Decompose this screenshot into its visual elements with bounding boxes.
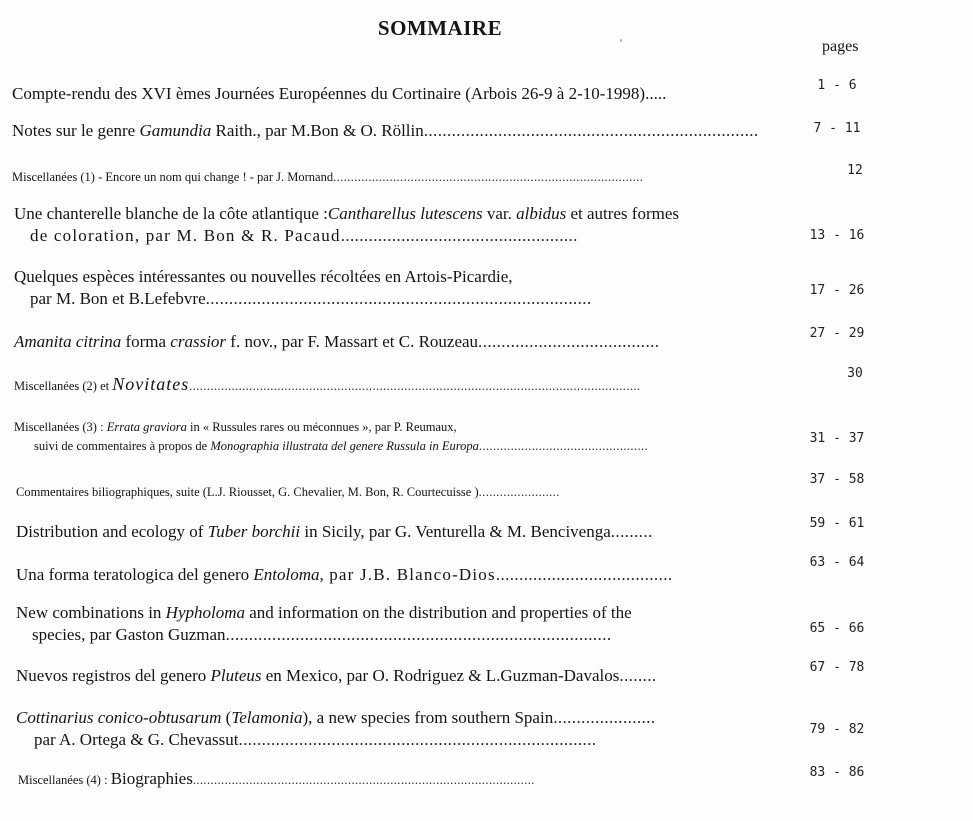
page-range: 83 - 86 [809, 765, 865, 780]
toc-entry-line [14, 376, 640, 394]
entry-taxon: Telamonia [231, 708, 303, 727]
entry-text: Biographies [110, 769, 193, 788]
entry-text: Nuevos registros del genero [16, 666, 211, 685]
entry-taxon: Hypholoma [165, 603, 245, 622]
toc-entry-line [32, 625, 612, 645]
entry-novitates: Novitates [112, 374, 190, 394]
dot-leader: ................................................................................... [205, 289, 592, 308]
page-range: 59 - 61 [809, 516, 865, 531]
toc-entry-line [16, 708, 656, 728]
toc-entry-line [14, 332, 659, 352]
entry-taxon: Cottinarius conico-obtusarum [16, 708, 222, 727]
stray-mark: ' [620, 36, 623, 50]
entry-text: Une chanterelle blanche de la côte atlantique : [14, 204, 328, 223]
entry-text: par J.B. Blanco-Dios [323, 565, 496, 584]
page-range: 13 - 16 [809, 228, 865, 243]
entry-text: Raith., par M.Bon & O. Röllin [211, 121, 424, 140]
entry-text: par A. Ortega & G. Chevassut [34, 730, 239, 749]
entry-taxon: Gamundia [139, 121, 212, 140]
entry-text: New combinations in [16, 603, 166, 622]
entry-title: Compte-rendu des XVI èmes Journées Européennes du Cortinaire (Arbois 26-9 à 2-10-1998)..... [12, 84, 667, 103]
dot-leader: ................................................................................... [225, 625, 612, 644]
page-range: 27 - 29 [809, 326, 865, 341]
entry-text: Miscellanées (3) : [14, 420, 107, 434]
entry-text: et autres formes [566, 204, 680, 223]
entry-taxon: Cantharellus lutescens [327, 204, 483, 223]
entry-text: de coloration, par M. Bon & R. Pacaud [30, 226, 341, 245]
entry-text: Miscellanées (2) et [14, 379, 113, 393]
toc-entry-line [14, 267, 513, 287]
dot-leader: ........ [619, 666, 657, 685]
page-range: 1 - 6 [817, 78, 857, 93]
page-range: 12 [847, 163, 863, 178]
toc-entry-line [12, 84, 666, 104]
page-range: 63 - 64 [809, 555, 865, 570]
toc-entry-line [14, 204, 679, 224]
page-range: 67 - 78 [809, 660, 865, 675]
toc-entry-line [12, 121, 759, 141]
entry-taxon: crassior [170, 332, 227, 351]
dot-leader: ................................................................................................. [192, 773, 535, 787]
page-range: 17 - 26 [809, 283, 865, 298]
entry-text: par M. Bon et B.Lefebvre [30, 289, 206, 308]
entry-taxon: Tuber borchii [207, 522, 301, 541]
entry-text: en Mexico, par O. Rodriguez & L.Guzman-Davalos [261, 666, 620, 685]
toc-entry-line [16, 484, 560, 500]
page-range: 31 - 37 [809, 431, 865, 446]
entry-text: in « Russules rares ou méconnues », par P. Reumaux, [186, 420, 457, 434]
toc-entry-line [30, 226, 578, 246]
entry-text: and information on the distribution and properties of the [245, 603, 632, 622]
toc-entry-line [16, 522, 653, 542]
toc-entry-line [30, 289, 592, 309]
entry-taxon: Amanita citrina [14, 332, 122, 351]
dot-leader: ................................................................................................................................ [189, 379, 641, 393]
entry-text: suivi de commentaires à propos de [34, 439, 211, 453]
dot-leader: ...................... [553, 708, 656, 727]
page-range: 65 - 66 [809, 621, 865, 636]
entry-text: Notes sur le genre [12, 121, 140, 140]
toc-entry-line [34, 438, 648, 454]
entry-text: species, par Gaston Guzman [32, 625, 226, 644]
toc-entry-line [16, 603, 632, 623]
entry-taxon: Entoloma, [253, 565, 324, 584]
entry-text: f. nov., par F. Massart et C. Rouzeau [226, 332, 479, 351]
page-range: 7 - 11 [813, 121, 861, 136]
entry-text: Miscellanées (4) : [18, 773, 111, 787]
entry-taxon: Errata graviora [106, 420, 187, 434]
entry-text: var. [482, 204, 517, 223]
entry-text: forma [121, 332, 171, 351]
entry-text: ), a new species from southern Spain [302, 708, 554, 727]
entry-taxon: Monographia illustrata del genere Russula in Europa [210, 439, 479, 453]
pages-column-header: pages [822, 38, 859, 55]
entry-taxon: albidus [516, 204, 567, 223]
entry-taxon: Pluteus [210, 666, 262, 685]
toc-entry-line [14, 419, 457, 435]
dot-leader: ....................... [478, 485, 560, 499]
dot-leader: ............................................................................. [238, 730, 597, 749]
dot-leader: ......... [610, 522, 653, 541]
entry-text: in Sicily, par G. Venturella & M. Bencivenga [300, 522, 611, 541]
toc-entry-line [12, 169, 643, 185]
entry-text: Una forma teratologica del genero [16, 565, 254, 584]
toc-entry-line [18, 771, 535, 788]
entry-text: ( [221, 708, 232, 727]
dot-leader: ........................................................................................ [333, 170, 644, 184]
entry-text: Distribution and ecology of [16, 522, 208, 541]
entry-text: Quelques espèces intéressantes ou nouvelles récoltées en Artois-Picardie, [14, 267, 513, 286]
toc-entry-line [16, 666, 657, 686]
toc-entry-line [16, 565, 673, 585]
dot-leader: ...................................... [495, 565, 673, 584]
toc-entry-line [34, 730, 597, 750]
page-range: 37 - 58 [809, 472, 865, 487]
dot-leader: ................................................ [478, 439, 649, 453]
entry-text: Miscellanées (1) - Encore un nom qui change ! - par J. Mornand [12, 170, 334, 184]
dot-leader: ................................................... [340, 226, 578, 245]
page-title: SOMMAIRE [377, 16, 503, 40]
dot-leader: ....................................... [478, 332, 660, 351]
dot-leader: ........................................................................ [423, 121, 759, 140]
entry-text: Commentaires biliographiques, suite (L.J. Riousset, G. Chevalier, M. Bon, R. Courtecuisse ) [16, 485, 479, 499]
page-range: 79 - 82 [809, 722, 865, 737]
page-range: 30 [847, 366, 863, 381]
